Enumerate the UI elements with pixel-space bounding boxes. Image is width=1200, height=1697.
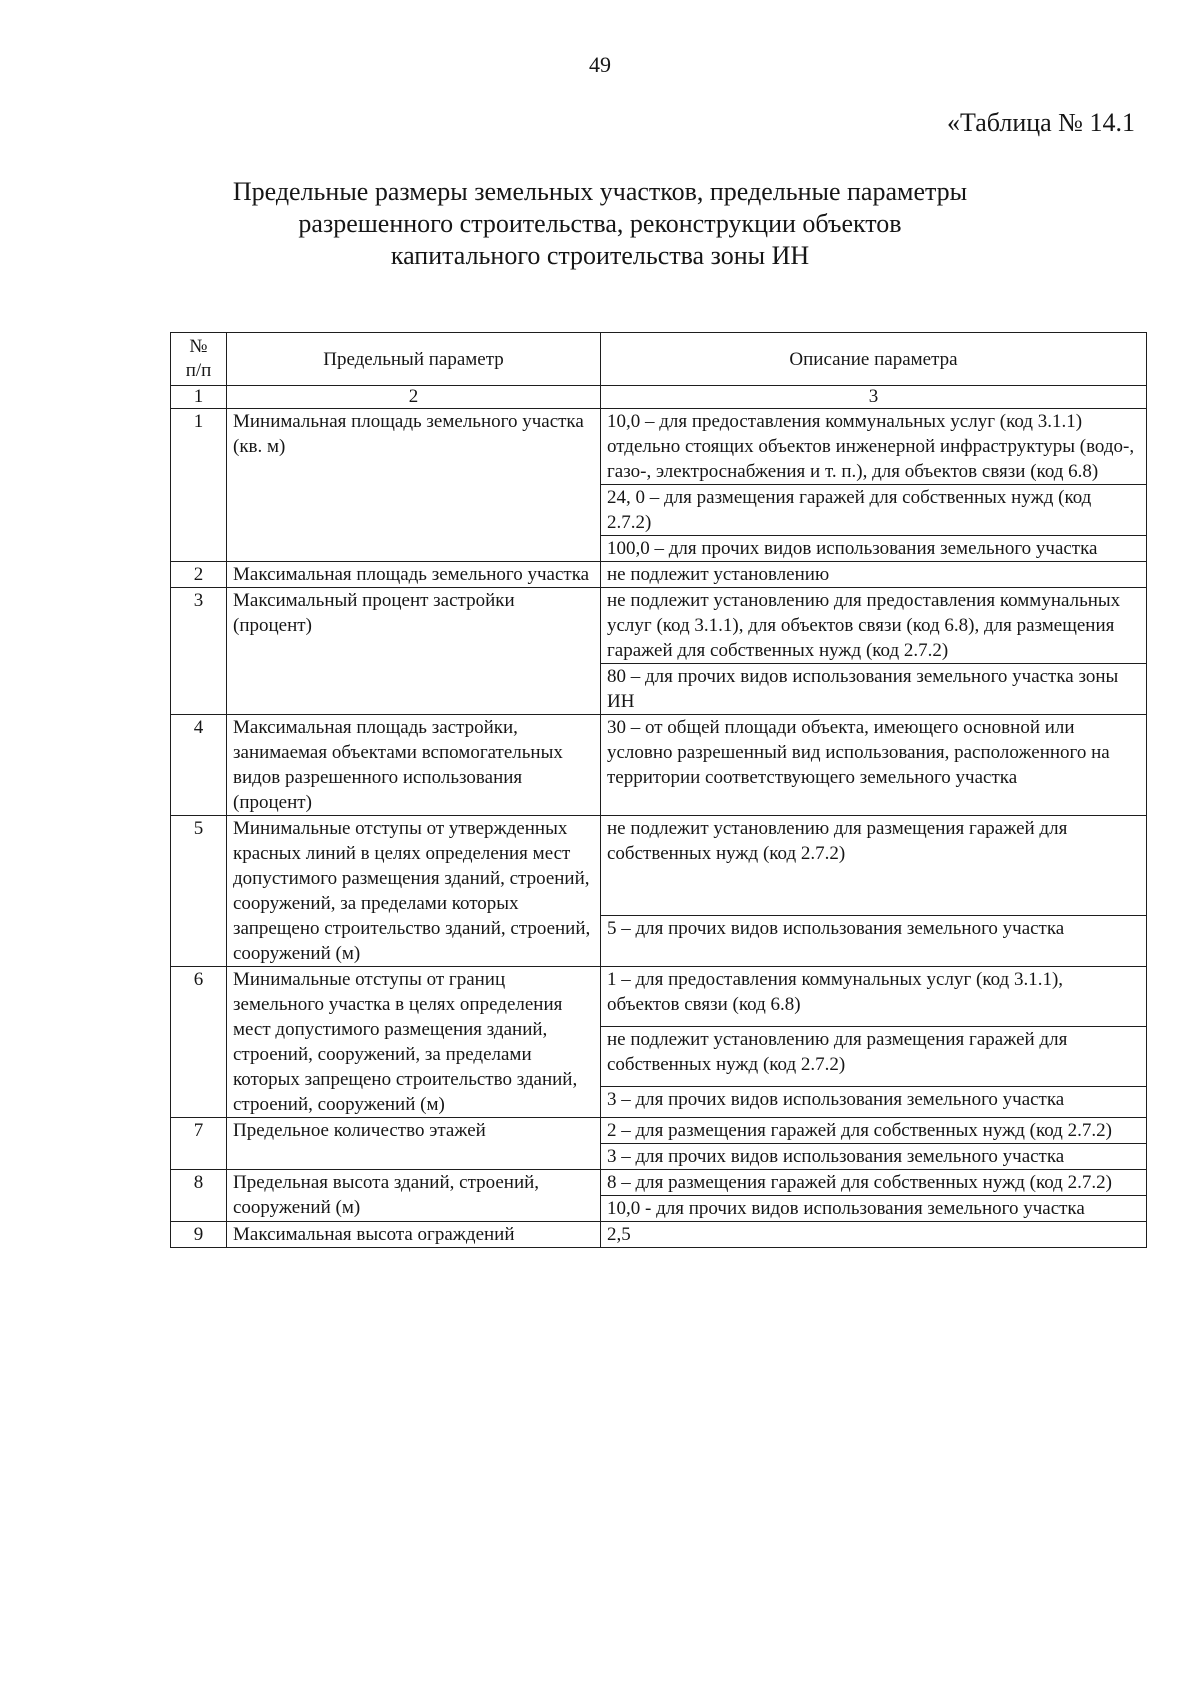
table-row <box>171 1118 1147 1144</box>
row-number: 6 <box>171 967 227 1118</box>
parameter-description: 24, 0 – для размещения гаражей для собственных нужд (код 2.7.2) <box>601 485 1147 536</box>
column-numbers-row <box>171 386 1147 409</box>
row-number: 7 <box>171 1118 227 1170</box>
table-row <box>171 1222 1147 1248</box>
parameter-description: 5 – для прочих видов использования земельного участка <box>601 916 1147 967</box>
parameter-name: Минимальная площадь земельного участка (кв. м) <box>227 409 601 562</box>
parameter-description: 2,5 <box>601 1222 1147 1248</box>
parameters-table <box>170 332 1147 1248</box>
title-line-2: разрешенного строительства, реконструкции объектов <box>298 209 902 238</box>
parameter-description: 80 – для прочих видов использования земельного участка зоны ИН <box>601 664 1147 715</box>
header-number-line1: № <box>189 336 208 357</box>
table-row <box>171 715 1147 816</box>
table-row <box>171 562 1147 588</box>
parameter-description: 2 – для размещения гаражей для собственных нужд (код 2.7.2) <box>601 1118 1147 1144</box>
row-number: 9 <box>171 1222 227 1248</box>
title-line-3: капитального строительства зоны ИН <box>390 241 810 270</box>
parameter-name: Предельная высота зданий, строений, сооружений (м) <box>227 1170 601 1222</box>
parameter-description: не подлежит установлению <box>601 562 1147 588</box>
parameter-description: 3 – для прочих видов использования земельного участка <box>601 1144 1147 1170</box>
header-number <box>171 333 227 386</box>
parameter-description: 30 – от общей площади объекта, имеющего основной или условно разрешенный вид использования, расположенного на территории соответствующего земельного участка <box>601 715 1147 816</box>
parameter-description: 8 – для размещения гаражей для собственных нужд (код 2.7.2) <box>601 1170 1147 1196</box>
header-description: Описание параметра <box>601 333 1147 386</box>
parameter-description: 10,0 – для предоставления коммунальных услуг (код 3.1.1) отдельно стоящих объектов инженерной инфраструктуры (водо-, газо-, электроснабжения и т. п.), для объектов связи (код 6.8) <box>601 409 1147 485</box>
column-number: 3 <box>601 386 1147 409</box>
column-number: 2 <box>227 386 601 409</box>
parameter-name: Максимальная высота ограждений <box>227 1222 601 1248</box>
parameter-description: 100,0 – для прочих видов использования земельного участка <box>601 536 1147 562</box>
title-line-1: Предельные размеры земельных участков, предельные параметры <box>232 177 968 206</box>
parameter-description: 1 – для предоставления коммунальных услуг (код 3.1.1), объектов связи (код 6.8) <box>601 967 1147 1027</box>
parameter-description: не подлежит установлению для размещения гаражей для собственных нужд (код 2.7.2) <box>601 1027 1147 1087</box>
parameter-name: Максимальная площадь застройки, занимаемая объектами вспомогательных видов разрешенного использования (процент) <box>227 715 601 816</box>
parameter-description: 3 – для прочих видов использования земельного участка <box>601 1087 1147 1118</box>
table-row <box>171 588 1147 664</box>
parameter-name: Предельное количество этажей <box>227 1118 601 1170</box>
table-body <box>171 386 1147 1248</box>
row-number: 2 <box>171 562 227 588</box>
row-number: 1 <box>171 409 227 562</box>
table-row <box>171 1170 1147 1196</box>
row-number: 5 <box>171 816 227 967</box>
parameter-description: не подлежит установлению для размещения гаражей для собственных нужд (код 2.7.2) <box>601 816 1147 916</box>
header-number-line2: п/п <box>185 360 212 381</box>
parameter-name: Максимальная площадь земельного участка <box>227 562 601 588</box>
parameter-description: 10,0 - для прочих видов использования земельного участка <box>601 1196 1147 1222</box>
parameter-name: Максимальный процент застройки (процент) <box>227 588 601 715</box>
parameter-description: не подлежит установлению для предоставления коммунальных услуг (код 3.1.1), для объектов связи (код 6.8), для размещения гаражей для собственных нужд (код 2.7.2) <box>601 588 1147 664</box>
column-number: 1 <box>171 386 227 409</box>
parameter-name: Минимальные отступы от утвержденных красных линий в целях определения мест допустимого размещения зданий, строений, сооружений, за пределами которых запрещено строительство зданий, строений, сооружений (м) <box>227 816 601 967</box>
table-row <box>171 816 1147 916</box>
document-title <box>150 176 1050 272</box>
row-number: 3 <box>171 588 227 715</box>
table-row <box>171 967 1147 1027</box>
table-label: «Таблица № 14.1 <box>946 108 1135 137</box>
parameter-name: Минимальные отступы от границ земельного участка в целях определения мест допустимого размещения зданий, строений, сооружений, за пределами которых запрещено строительство зданий, строений, сооружений (м) <box>227 967 601 1118</box>
table-row <box>171 409 1147 485</box>
page-number: 49 <box>589 52 611 77</box>
row-number: 4 <box>171 715 227 816</box>
table-header-row <box>171 333 1147 386</box>
header-parameter: Предельный параметр <box>227 333 601 386</box>
row-number: 8 <box>171 1170 227 1222</box>
